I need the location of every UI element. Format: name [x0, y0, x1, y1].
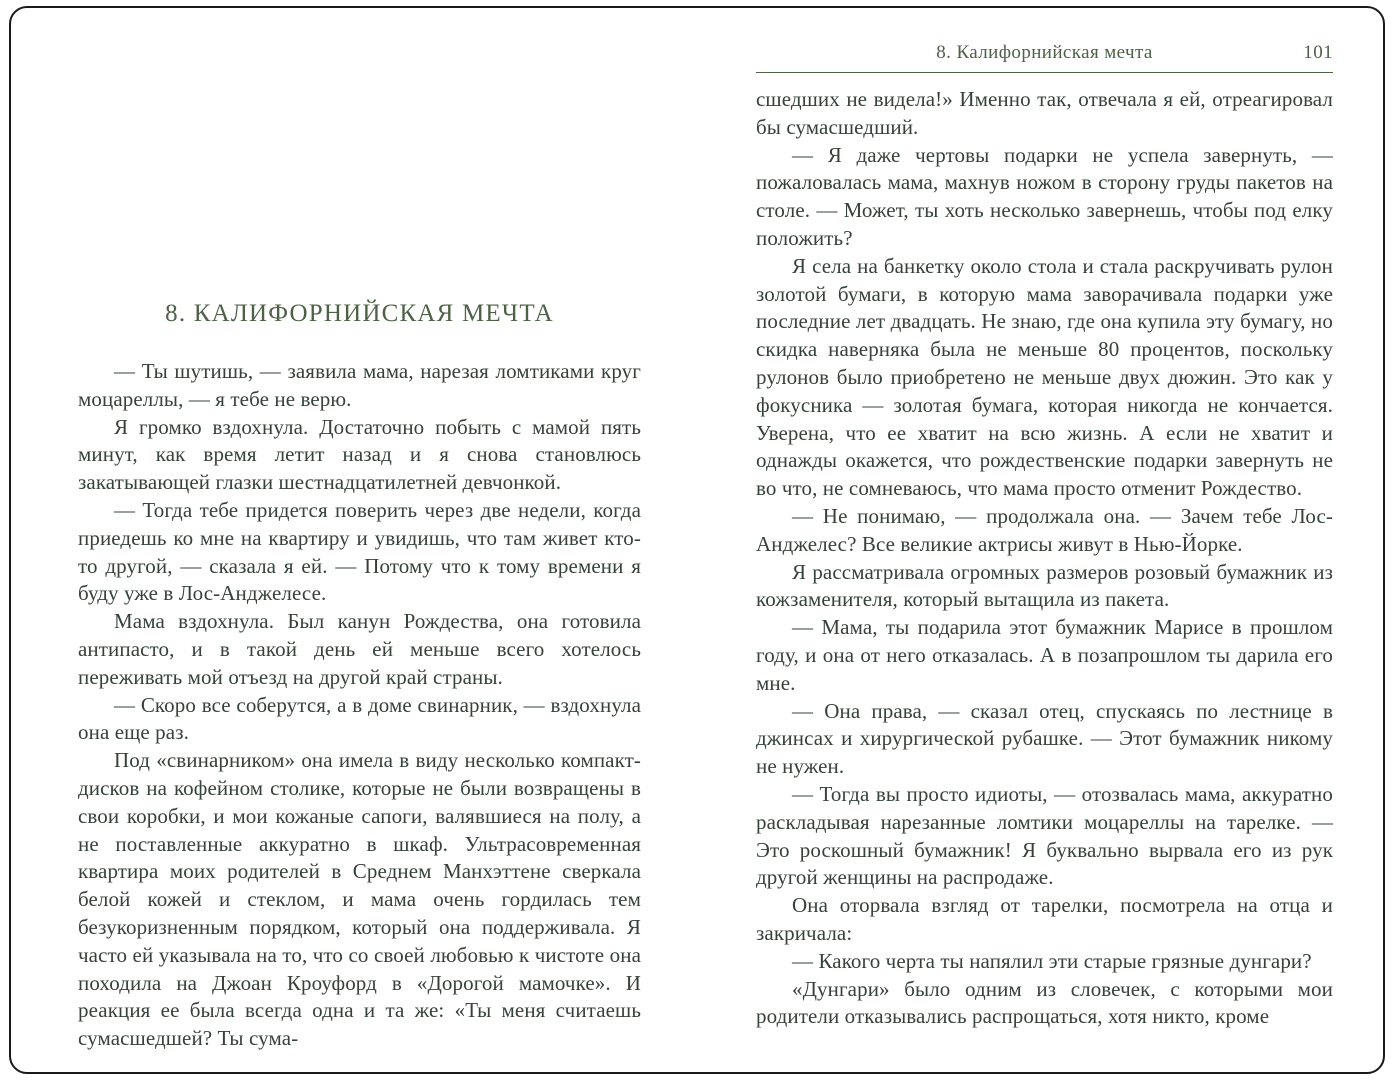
paragraph: «Дунгари» было одним из словечек, с которыми мои родители отказывались распрощаться, хотя никто, кроме — [756, 976, 1333, 1029]
header-rule — [756, 72, 1333, 73]
paragraph: — Ты шутишь, — заявила мама, нарезая ломтиками круг моцареллы, — я тебе не верю. — [78, 359, 641, 411]
paragraph: Я рассматривала огромных размеров розовый бумажник из кожзаменителя, который вытащила из пакета. — [756, 559, 1333, 612]
page-number: 101 — [1303, 42, 1333, 63]
paragraph: — Я даже чертовы подарки не успела завернуть, — пожаловалась мама, махнув ножом в сторону груды пакетов на столе. — Может, ты хоть несколько завернешь, чтобы под елку положить? — [756, 142, 1333, 250]
running-header — [756, 42, 1333, 66]
paragraph: Мама вздохнула. Был канун Рождества, она готовила антипасто, и в такой день ей меньше всего хотелось переживать мой отъезд на другой край страны. — [78, 609, 641, 689]
right-page-text — [756, 86, 1333, 1031]
paragraph: — Скоро все соберутся, а в доме свинарник, — вздохнула она еще раз. — [78, 692, 641, 745]
chapter-title: 8. КАЛИФОРНИЙСКАЯ МЕЧТА — [165, 300, 554, 327]
paragraph: — Какого черта ты напялил эти старые грязные дунгари? — [792, 948, 1312, 973]
paragraph: Я села на банкетку около стола и стала раскручивать рулон золотой бумаги, в которую мама заворачивала подарки уже последние лет двадцать. Не знаю, где она купила эту бумагу, но скидка наверняка была не меньше 80 процентов, поскольку рулонов было приобретено не меньше двух дюжин. Это как у фокусника — золотая бумага, которая никогда не кончается. Уверена, что ее хватит на всю жизнь. А если не хватит и однажды окажется, что рождественские подарки завернуть не во что, не сомневаюсь, что мама просто отменит Рождество. — [756, 253, 1333, 501]
paragraph: — Тогда тебе придется поверить через две недели, когда приедешь ко мне на квартиру и увидишь, что там живет кто-то другой, — сказала я ей. — Потому что к тому времени я буду уже в Лос-Анджелесе. — [78, 497, 641, 606]
paragraph: Под «свинарником» она имела в виду несколько компакт-дисков на кофейном столике, которые не были возвращены в свои коробки, и мои кожаные сапоги, валявшиеся на полу, а не поставленные аккуратно в шкаф. Ультрасовременная квартира моих родителей в Среднем Манхэттене сверкала белой кожей и стеклом, и мама очень гордилась тем безукоризненным порядком, который она поддерживала. Я часто ей указывала на то, что со своей любовью к чистоте она походила на Джоан Кроуфорд в «Дорогой мамочке». И реакция ее была всегда одна и та же: «Ты меня считаешь сумасшедшей? Ты сума- — [78, 748, 641, 1051]
paragraph: — Мама, ты подарила этот бумажник Марисе в прошлом году, и она от него отказалась. А в позапрошлом ты дарила его мне. — [756, 615, 1333, 695]
paragraph: — Тогда вы просто идиоты, — отозвалась мама, аккуратно раскладывая нарезанные ломтики моцареллы на тарелке. — Это роскошный бумажник! Я буквально вырвала его из рук другой женщины на распродаже. — [756, 781, 1333, 890]
running-header-title: 8. Калифорнийская мечта — [936, 42, 1153, 63]
paragraph: Я громко вздохнула. Достаточно побыть с мамой пять минут, как время летит назад и я снова становлюсь закатывающей глазки шестнадцатилетней девчонкой. — [78, 414, 641, 495]
left-page — [78, 300, 641, 1053]
paragraph: сшедших не видела!» Именно так, отвечала я ей, отреагировал бы сумасшедший. — [756, 87, 1333, 139]
paragraph: — Не понимаю, — продолжала она. — Зачем тебе Лос-Анджелес? Все великие актрисы живут в Нью-Йорке. — [756, 503, 1333, 556]
left-page-text — [78, 358, 641, 1053]
paragraph: — Она права, — сказал отец, спускаясь по лестнице в джинсах и хирургической рубашке. — Этот бумажник никому не нужен. — [756, 698, 1333, 779]
paragraph: Она оторвала взгляд от тарелки, посмотрела на отца и закричала: — [756, 893, 1333, 945]
right-page — [756, 42, 1333, 1031]
